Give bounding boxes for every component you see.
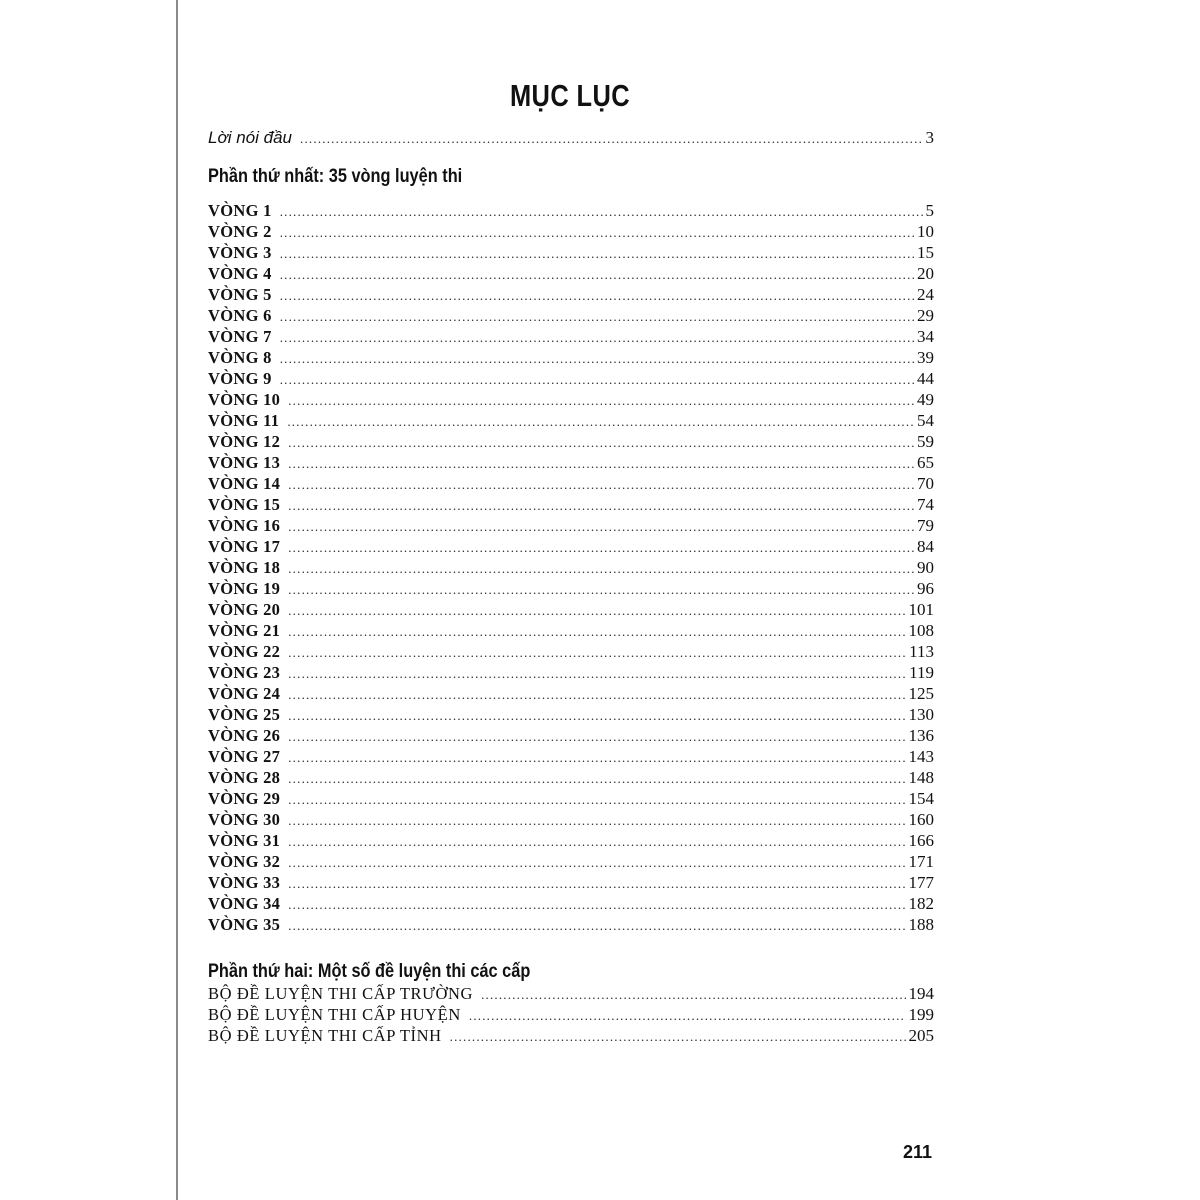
toc-entry-page: 59 — [917, 432, 934, 451]
toc-entry-page: 96 — [917, 579, 934, 598]
toc-entry-page: 119 — [909, 663, 934, 682]
dot-leader — [280, 309, 914, 325]
toc-entry-page: 70 — [917, 474, 934, 493]
dot-leader — [288, 834, 905, 850]
dot-leader — [288, 624, 905, 640]
dot-leader — [288, 750, 905, 766]
dot-leader — [288, 918, 905, 934]
dot-leader — [288, 687, 905, 703]
toc-entry-page: 171 — [908, 852, 934, 871]
toc-entry-label: BỘ ĐỀ LUYỆN THI CẤP TỈNH — [208, 1026, 442, 1045]
dot-leader — [481, 987, 905, 1003]
toc-entry-label: VÒNG 31 — [208, 831, 281, 850]
toc-entry-page: 136 — [908, 726, 934, 745]
toc-entry-label: Lời nói đầu — [208, 128, 293, 147]
dot-leader — [288, 855, 905, 871]
toc-entry-label: VÒNG 30 — [208, 810, 281, 829]
dot-leader — [280, 225, 914, 241]
toc-entry-label: VÒNG 34 — [208, 894, 281, 913]
toc-entry-page: 108 — [908, 621, 934, 640]
toc-entry-label: VÒNG 20 — [208, 600, 281, 619]
toc-entry — [208, 243, 934, 263]
toc-entry-page: 3 — [925, 128, 934, 147]
toc-entry-page: 90 — [917, 558, 934, 577]
toc-entry — [208, 705, 934, 725]
toc-entry — [208, 1026, 934, 1046]
toc-entry-label: VÒNG 23 — [208, 663, 281, 682]
dot-leader — [300, 131, 922, 147]
toc-entry — [208, 369, 934, 389]
toc-entry-label: VÒNG 12 — [208, 432, 281, 451]
toc-entry-page: 188 — [908, 915, 934, 934]
toc-entry — [208, 747, 934, 767]
dot-leader — [288, 645, 906, 661]
toc-entry — [208, 285, 934, 305]
toc-entry-page: 143 — [908, 747, 934, 766]
toc-entry-page: 10 — [917, 222, 934, 241]
dot-leader — [288, 897, 905, 913]
toc-entry-page: 182 — [908, 894, 934, 913]
toc-entry-label: VÒNG 21 — [208, 621, 281, 640]
toc-entry-page: 49 — [917, 390, 934, 409]
toc-entry — [208, 852, 934, 872]
dot-leader — [288, 477, 914, 493]
section-heading-part-two: Phần thứ hai: Một số đề luyện thi các cấp — [208, 961, 531, 982]
toc-entry-page: 29 — [917, 306, 934, 325]
toc-entry-label: VÒNG 28 — [208, 768, 281, 787]
toc-entry-label: VÒNG 15 — [208, 495, 281, 514]
toc-entry-label: VÒNG 7 — [208, 327, 272, 346]
toc-entry-label: VÒNG 9 — [208, 369, 272, 388]
toc-entry-label: VÒNG 1 — [208, 201, 272, 220]
toc-entry — [208, 684, 934, 704]
page-number: 211 — [902, 1142, 932, 1162]
toc-entry-label: VÒNG 3 — [208, 243, 272, 262]
toc-entry-preface — [208, 128, 934, 148]
dot-leader — [280, 372, 914, 388]
dot-leader — [280, 204, 923, 220]
toc-entry-page: 15 — [917, 243, 934, 262]
toc-entry-page: 44 — [917, 369, 934, 388]
toc-entry-label: VÒNG 32 — [208, 852, 281, 871]
toc-entry — [208, 873, 934, 893]
toc-entry — [208, 537, 934, 557]
toc-entry-label: VÒNG 4 — [208, 264, 272, 283]
dot-leader — [280, 330, 914, 346]
toc-entry — [208, 474, 934, 494]
toc-entry — [208, 789, 934, 809]
toc-entry-page: 194 — [908, 984, 934, 1003]
toc-entry-page: 65 — [917, 453, 934, 472]
toc-entry-page: 199 — [908, 1005, 934, 1024]
toc-entry-label: VÒNG 26 — [208, 726, 281, 745]
dot-leader — [450, 1029, 906, 1045]
toc-entry-label: VÒNG 24 — [208, 684, 281, 703]
toc-entry — [208, 726, 934, 746]
toc-entry — [208, 306, 934, 326]
toc-entry — [208, 327, 934, 347]
toc-entry-page: 205 — [908, 1026, 934, 1045]
dot-leader — [288, 603, 905, 619]
toc-entry-page: 74 — [917, 495, 934, 514]
dot-leader — [469, 1008, 906, 1024]
toc-entry-label: VÒNG 17 — [208, 537, 281, 556]
toc-entry — [208, 411, 934, 431]
toc-entry — [208, 642, 934, 662]
dot-leader — [288, 456, 914, 472]
toc-entry-label: VÒNG 11 — [208, 411, 280, 430]
page-edge-line — [176, 0, 178, 1200]
toc-entry-page: 5 — [925, 201, 934, 220]
dot-leader — [280, 246, 914, 262]
toc-entry — [208, 264, 934, 284]
toc-entry — [208, 600, 934, 620]
toc-entry — [208, 810, 934, 830]
toc-entry-page: 84 — [917, 537, 934, 556]
toc-entry-label: VÒNG 18 — [208, 558, 281, 577]
dot-leader — [288, 813, 905, 829]
toc-entry-label: VÒNG 13 — [208, 453, 281, 472]
toc-entry — [208, 915, 934, 935]
toc-entry-page: 160 — [908, 810, 934, 829]
toc-entry-page: 130 — [908, 705, 934, 724]
toc-entry-label: VÒNG 29 — [208, 789, 281, 808]
toc-entry — [208, 495, 934, 515]
dot-leader — [288, 708, 905, 724]
toc-entry-label: VÒNG 27 — [208, 747, 281, 766]
toc-entry — [208, 516, 934, 536]
dot-leader — [288, 792, 905, 808]
toc-entry — [208, 984, 934, 1004]
toc-entry-page: 154 — [908, 789, 934, 808]
dot-leader — [288, 771, 905, 787]
toc-entry-label: BỘ ĐỀ LUYỆN THI CẤP HUYỆN — [208, 1005, 461, 1024]
toc-entry — [208, 558, 934, 578]
toc-entry — [208, 222, 934, 242]
toc-entry — [208, 348, 934, 368]
toc-entry — [208, 579, 934, 599]
dot-leader — [288, 435, 914, 451]
toc-entry — [208, 768, 934, 788]
toc-entry-page: 113 — [909, 642, 934, 661]
toc-entry-page: 34 — [917, 327, 934, 346]
dot-leader — [280, 288, 914, 304]
dot-leader — [288, 582, 914, 598]
page-title: MỤC LỤC — [509, 78, 631, 113]
toc-entry-label: VÒNG 33 — [208, 873, 281, 892]
dot-leader — [280, 267, 914, 283]
toc-entry-label: VÒNG 6 — [208, 306, 272, 325]
toc-entry — [208, 894, 934, 914]
toc-entry-label: VÒNG 35 — [208, 915, 281, 934]
dot-leader — [288, 498, 914, 514]
toc-entry-label: VÒNG 22 — [208, 642, 281, 661]
toc-entry-page: 166 — [908, 831, 934, 850]
dot-leader — [287, 414, 914, 430]
dot-leader — [288, 561, 914, 577]
dot-leader — [280, 351, 914, 367]
toc-entry-label: VÒNG 2 — [208, 222, 272, 241]
toc-entry — [208, 1005, 934, 1025]
toc-entry — [208, 201, 934, 221]
toc-entry — [208, 390, 934, 410]
toc-entry-page: 24 — [917, 285, 934, 304]
dot-leader — [288, 876, 905, 892]
toc-entry — [208, 831, 934, 851]
toc-entry — [208, 621, 934, 641]
toc-entry-page: 79 — [917, 516, 934, 535]
section-heading-part-one: Phần thứ nhất: 35 vòng luyện thi — [208, 166, 463, 187]
toc-entry-page: 148 — [908, 768, 934, 787]
toc-entry-label: VÒNG 14 — [208, 474, 281, 493]
toc-entry — [208, 453, 934, 473]
toc-entry-page: 101 — [908, 600, 934, 619]
dot-leader — [288, 729, 905, 745]
toc-entry-page: 39 — [917, 348, 934, 367]
toc-entry-label: VÒNG 16 — [208, 516, 281, 535]
toc-entry-page: 54 — [917, 411, 934, 430]
toc-entry-label: VÒNG 8 — [208, 348, 272, 367]
toc-entry-page: 177 — [908, 873, 934, 892]
dot-leader — [288, 540, 914, 556]
dot-leader — [288, 666, 906, 682]
toc-entry — [208, 432, 934, 452]
toc-entry-label: VÒNG 19 — [208, 579, 281, 598]
dot-leader — [288, 519, 914, 535]
toc-entry-label: VÒNG 10 — [208, 390, 281, 409]
toc-entry-label: VÒNG 25 — [208, 705, 281, 724]
dot-leader — [288, 393, 914, 409]
toc-entry-label: BỘ ĐỀ LUYỆN THI CẤP TRƯỜNG — [208, 984, 474, 1003]
toc-entry-page: 20 — [917, 264, 934, 283]
toc-entry-label: VÒNG 5 — [208, 285, 272, 304]
toc-entry — [208, 663, 934, 683]
toc-entry-page: 125 — [908, 684, 934, 703]
